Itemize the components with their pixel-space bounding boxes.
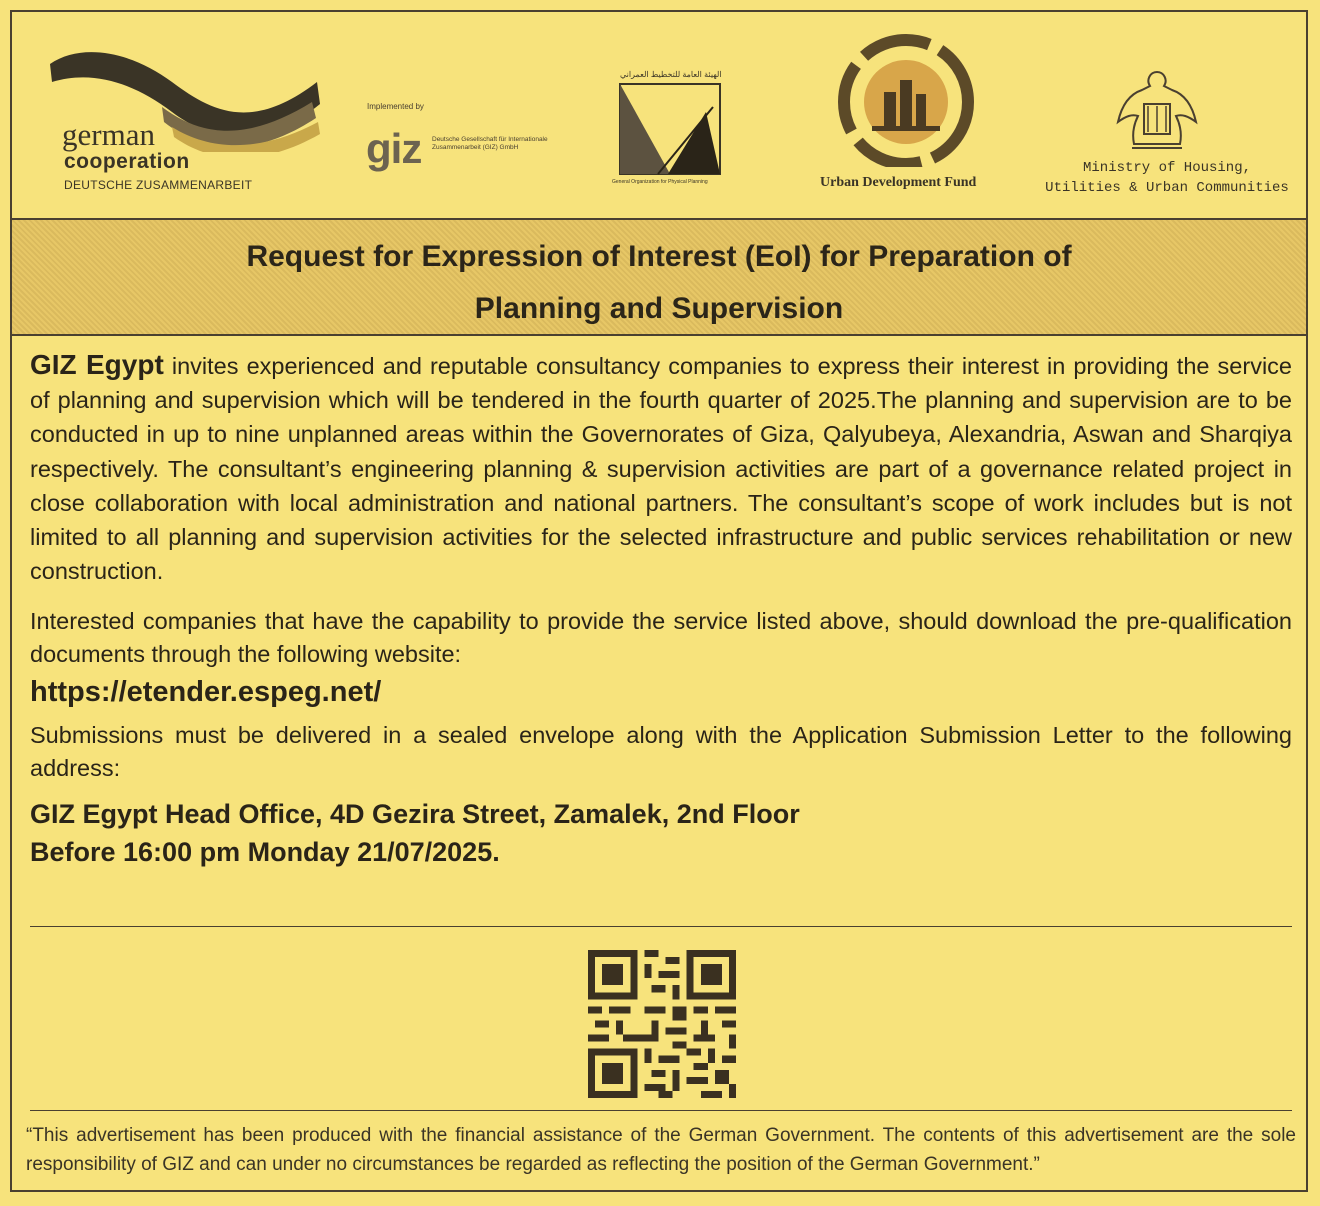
giz-full-name: Deutsche Gesellschaft für Internationale Zusammenarbeit (GIZ) GmbH: [432, 136, 548, 151]
divider: [30, 926, 1292, 927]
divider: [30, 1110, 1292, 1111]
ministry-label: [1032, 158, 1302, 198]
ministry-label-line2: Utilities & Urban Communities: [1045, 180, 1289, 196]
address-line: GIZ Egypt Head Office, 4D Gezira Street, Zamalek, 2nd Floor: [30, 799, 800, 830]
page-title-line2: Planning and Supervision: [474, 292, 844, 325]
logo-strip: [12, 12, 1306, 218]
german-cooperation-logo: [12, 12, 332, 218]
gopp-english-name: General Organization for Physical Planning: [612, 179, 708, 185]
implemented-by-label: Implemented by: [367, 102, 424, 111]
qr-code[interactable]: [588, 950, 736, 1098]
lead-organization: GIZ Egypt: [30, 349, 164, 380]
eagle-emblem-icon: [1112, 64, 1202, 154]
cooperation-wordmark: cooperation: [64, 150, 190, 173]
intro-paragraph: [30, 348, 1292, 588]
title-band: [12, 218, 1306, 336]
deutsche-zusammenarbeit-label: DEUTSCHE ZUSAMMENARBEIT: [64, 178, 253, 192]
gopp-emblem-icon: [618, 82, 728, 182]
gopp-arabic-name: الهيئة العامة للتخطيط العمراني: [620, 70, 722, 79]
intro-text: invites experienced and reputable consultancy companies to express their interest in providing the service of planning and supervision which will be tendered in the fourth quarter of 2025.The planning and supervision are to be conducted in up to nine unplanned areas within the Governorates of Giza, Qalyubeya, Alexandria, Aswan and Sharqiya respectively. The consultant’s engineering planning & supervision activities are part of a governance related project in close collaboration with local administration and national partners. The consultant’s scope of work includes but is not limited to all planning and supervision activities for the selected infrastructure and public services rehabilitation or new construction.: [30, 353, 1292, 585]
ad-body: [30, 348, 1292, 871]
submission-paragraph: Submissions must be delivered in a sealed envelope along with the Application Submission Letter to the following address:: [30, 722, 1292, 782]
download-paragraph: Interested companies that have the capability to provide the service listed above, should download the pre-qualification documents through the following website:: [30, 608, 1292, 668]
deadline-line: Before 16:00 pm Monday 21/07/2025.: [30, 837, 500, 868]
flag-ribbon-icon: [12, 12, 332, 152]
tender-website-link[interactable]: https://etender.espeg.net/: [30, 676, 382, 709]
giz-wordmark: giz: [366, 125, 422, 172]
disclaimer: “This advertisement has been produced with the financial assistance of the German Government. The contents of this advertisement are the sole responsibility of GIZ and can under no circumstances be regarded as reflecting the position of the German Government.”: [26, 1125, 1296, 1175]
submission-address: [30, 795, 1292, 871]
ministry-label-line1: Ministry of Housing,: [1082, 160, 1252, 176]
udf-label: Urban Development Fund: [820, 175, 977, 190]
advertisement-frame: [10, 10, 1308, 1192]
udf-emblem-icon: [834, 32, 984, 167]
german-wordmark: german: [62, 117, 155, 152]
page-title-line1: Request for Expression of Interest (EoI) for Preparation of: [246, 240, 1072, 273]
